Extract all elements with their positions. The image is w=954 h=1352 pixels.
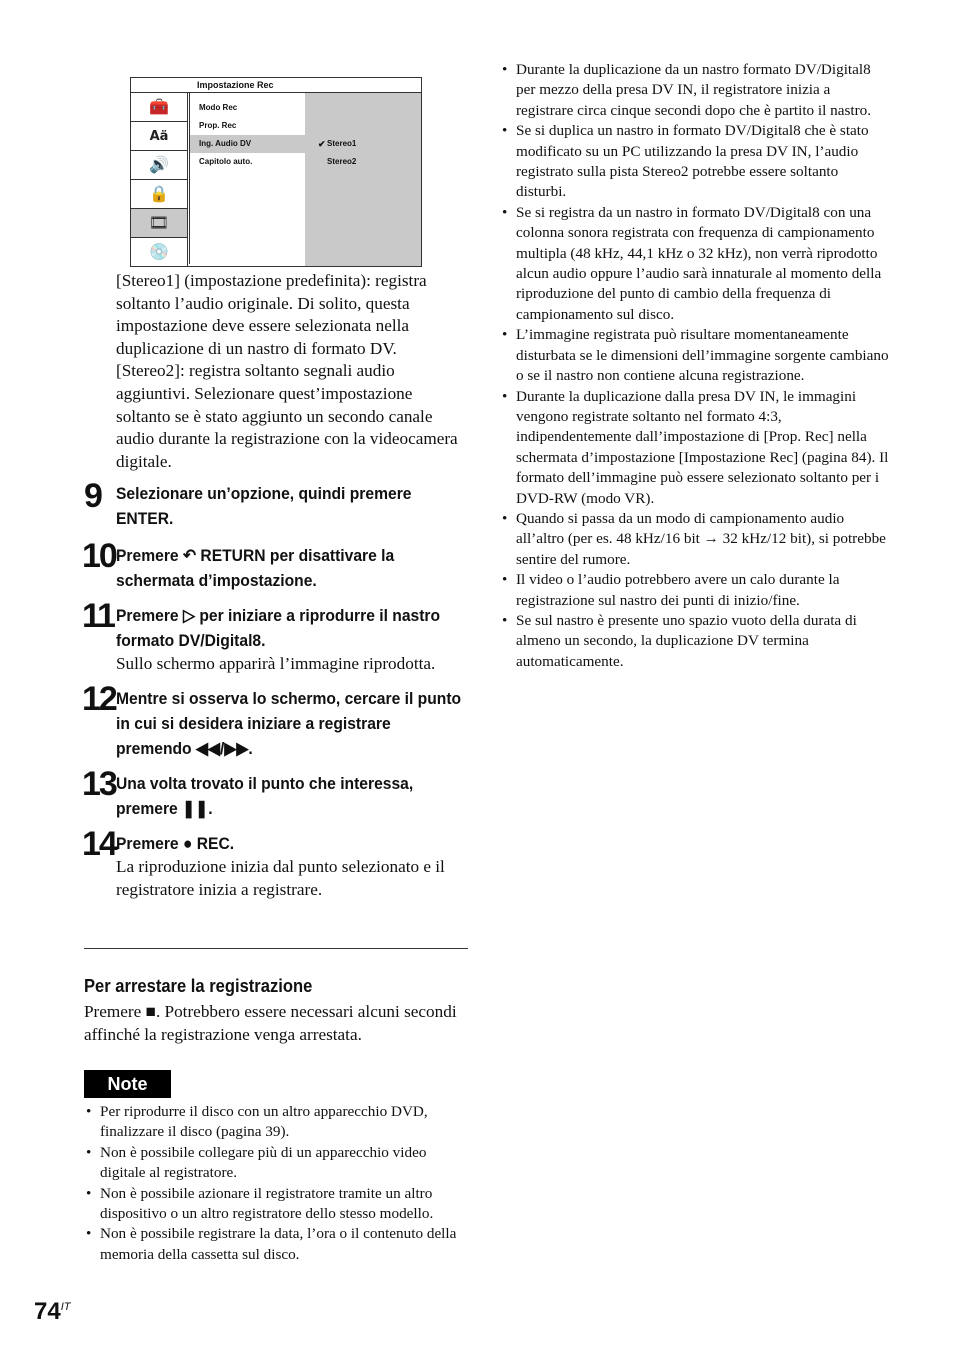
notes-left-list bbox=[84, 1102, 472, 1265]
page-number-value: 74 bbox=[34, 1298, 61, 1325]
stop-recording-text: Premere ■. Potrebbero essere necessari alcuni secondi affinché la registrazione venga arrestata. bbox=[84, 1002, 457, 1044]
menu-title: Impostazione Rec bbox=[197, 80, 274, 90]
step-number: 14 bbox=[82, 824, 116, 863]
toolbox-icon: 🧰 bbox=[131, 93, 187, 122]
list-item: • Durante la duplicazione dalla presa DV IN, le immagini vengono registrate soltanto nel formato 4:3, indipendentemente dall’impostazione di [Prop. Rec] nella schermata d’impostazione [Impostazione Rec] (pagina 84). Il formato dell’immagine può essere selezionato soltanto per i DVD-RW (modo VR). bbox=[500, 387, 890, 509]
list-item: • Per riprodurre il disco con un altro apparecchio DVD, finalizzare il disco (pagina 39). bbox=[84, 1102, 472, 1143]
step-heading: Una volta trovato il punto che interessa, premere ❚❚. bbox=[116, 773, 414, 818]
stereo1-description: [Stereo1] (impostazione predefinita): registra soltanto l’audio originale. Di solito, questa impostazione deve essere selezionata nella duplicazione di un nastro di formato DV. bbox=[116, 271, 427, 358]
section-divider bbox=[84, 948, 468, 949]
right-column bbox=[500, 60, 890, 672]
list-item: • Non è possibile registrare la data, l’ora o il contenuto della memoria della cassetta sul disco. bbox=[84, 1224, 472, 1265]
list-item: • L’immagine registrata può risultare momentaneamente disturbata se le dimensioni dell’immagine sorgente cambiano o se il nastro non contiene alcuna registrazione. bbox=[500, 325, 890, 386]
step-heading: Selezionare un’opzione, quindi premere ENTER. bbox=[116, 484, 412, 529]
lock-icon: 🔒 bbox=[131, 180, 187, 209]
list-item: • Se si registra da un nastro in formato DV/Digital8 con una colonna sonora registrata con frequenza di campionamento multipla (48 kHz, 44,1 kHz o 32 kHz), non verrà riprodotto alcun audio oppure l’audio sarà innaturale al momento della riproduzione del punto di cambio della frequenza di campionamento sul disco. bbox=[500, 203, 890, 325]
menu-item-capitolo-auto: Capitolo auto. bbox=[199, 157, 253, 166]
step-10 bbox=[82, 537, 468, 593]
step-body: La riproduzione inizia dal punto selezionato e il registratore inizia a registrare. bbox=[116, 856, 445, 899]
notes-right-list bbox=[500, 60, 890, 672]
check-icon: ✔ bbox=[318, 139, 326, 149]
list-item: • Quando si passa da un modo di campionamento audio all’altro (per es. 48 kHz/16 bit → 32 kHz/12 bit), si potrebbe sentire del rumore. bbox=[500, 509, 890, 570]
setup-menu-screenshot bbox=[130, 77, 422, 267]
step-number: 11 bbox=[82, 597, 114, 636]
step-heading: Mentre si osserva lo schermo, cercare il punto in cui si desidera iniziare a registrare premendo ◀◀/▶▶. bbox=[116, 688, 462, 758]
step-14 bbox=[82, 824, 468, 901]
step-heading: Premere ● REC. bbox=[116, 833, 235, 853]
speaker-icon: 🔊 bbox=[131, 151, 187, 180]
left-column bbox=[84, 270, 468, 901]
menu-option-panel bbox=[305, 93, 421, 266]
option-stereo1 bbox=[305, 135, 421, 153]
language-icon: Aä bbox=[131, 122, 187, 151]
page-number bbox=[34, 1298, 70, 1326]
step-heading: Premere ▷ per iniziare a riprodurre il nastro formato DV/Digital8. bbox=[116, 606, 441, 651]
step-number: 13 bbox=[82, 764, 116, 803]
step-13 bbox=[82, 764, 468, 821]
list-item: • Non è possibile azionare il registratore tramite un altro dispositivo o un altro registratore dello stesso modello. bbox=[84, 1184, 472, 1225]
stop-recording-heading: Per arrestare la registrazione bbox=[84, 976, 313, 996]
list-item: • Durante la duplicazione da un nastro formato DV/Digital8 per mezzo della presa DV IN, il registratore inizia a registrare circa cinque secondi dopo che è partito il nastro. bbox=[500, 60, 890, 121]
menu-item-prop-rec: Prop. Rec bbox=[199, 121, 237, 130]
disc-icon: 💿 bbox=[149, 244, 169, 261]
step-9 bbox=[84, 477, 468, 531]
menu-icon-column bbox=[131, 93, 188, 266]
step-number: 9 bbox=[84, 477, 101, 516]
menu-item-modo-rec: Modo Rec bbox=[199, 103, 238, 112]
list-item: • Se sul nastro è presente uno spazio vuoto della durata di almeno un secondo, la duplicazione DV termina automaticamente. bbox=[500, 611, 890, 672]
page-locale: IT bbox=[60, 1301, 71, 1313]
step-number: 10 bbox=[82, 537, 116, 576]
list-item: • Non è possibile collegare più di un apparecchio video digitale al registratore. bbox=[84, 1143, 472, 1184]
step-12 bbox=[82, 679, 468, 761]
step-body: Sullo schermo apparirà l’immagine riprodotta. bbox=[116, 654, 436, 674]
note-badge: Note bbox=[84, 1070, 171, 1098]
film-icon: 🎞 bbox=[131, 209, 187, 238]
option-label: Stereo1 bbox=[327, 139, 357, 148]
option-label: Stereo2 bbox=[327, 157, 357, 166]
menu-item-list bbox=[189, 93, 306, 264]
stereo2-description: [Stereo2]: registra soltanto segnali audio aggiuntivi. Selezionare quest’impostazione soltanto se è stato aggiunto un secondo canale audio durante la registrazione con la videocamera digitale. bbox=[116, 361, 458, 471]
menu-item-ing-audio-dv: Ing. Audio DV bbox=[190, 135, 306, 153]
option-stereo2 bbox=[305, 153, 421, 171]
list-item: • Il video o l’audio potrebbero avere un calo durante la registrazione sul nastro dei punti di inizio/fine. bbox=[500, 570, 890, 611]
step-heading: Premere ↶ RETURN per disattivare la schermata d’impostazione. bbox=[116, 546, 395, 591]
step-number: 12 bbox=[82, 679, 116, 718]
list-item: • Se si duplica un nastro in formato DV/Digital8 che è stato modificato su un PC utilizzando la presa DV IN, l’audio registrato sulla pista Stereo2 potrebbe essere soltanto disturbi. bbox=[500, 121, 890, 203]
step-11 bbox=[82, 597, 468, 676]
